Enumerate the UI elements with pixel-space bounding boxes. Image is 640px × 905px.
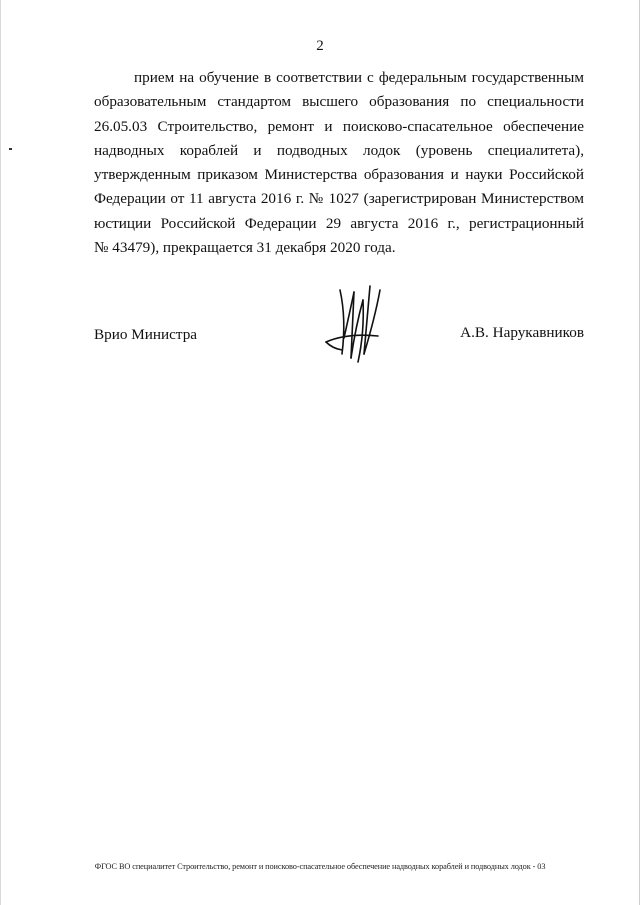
signatory-position: Врио Министра (94, 326, 198, 343)
handwritten-signature (318, 278, 396, 368)
page-footer: ФГОС ВО специалитет Строительство, ремонт и поисково-спасательное обеспечение надводных кораблей и подводных лодок - 03 (94, 862, 546, 871)
paragraph-line: № 43479), прекращается 31 декабря 2020 года. (94, 239, 396, 257)
scan-speck (9, 148, 12, 150)
paragraph-line: юстиции Российской Федерации 29 августа 2016 г., регистрационный (94, 214, 584, 232)
paragraph-line: образовательным стандартом высшего образования по специальности (94, 93, 584, 111)
paragraph-line: 26.05.03 Строительство, ремонт и поисково-спасательное обеспечение (94, 117, 584, 135)
page-number: 2 (316, 38, 324, 54)
paragraph (94, 66, 584, 260)
paragraph-line: Федерации от 11 августа 2016 г. № 1027 (зарегистрирован Министерством (94, 190, 584, 208)
paragraph-line: прием на обучение в соответствии с федеральным государственным (134, 69, 584, 86)
paragraph-line: надводных кораблей и подводных лодок (уровень специалитета), (94, 141, 584, 159)
scan-edge-left (0, 0, 1, 905)
signatory-name: А.В. Нарукавников (460, 324, 584, 341)
paragraph-line: утвержденным приказом Министерства образования и науки Российской (94, 166, 584, 184)
